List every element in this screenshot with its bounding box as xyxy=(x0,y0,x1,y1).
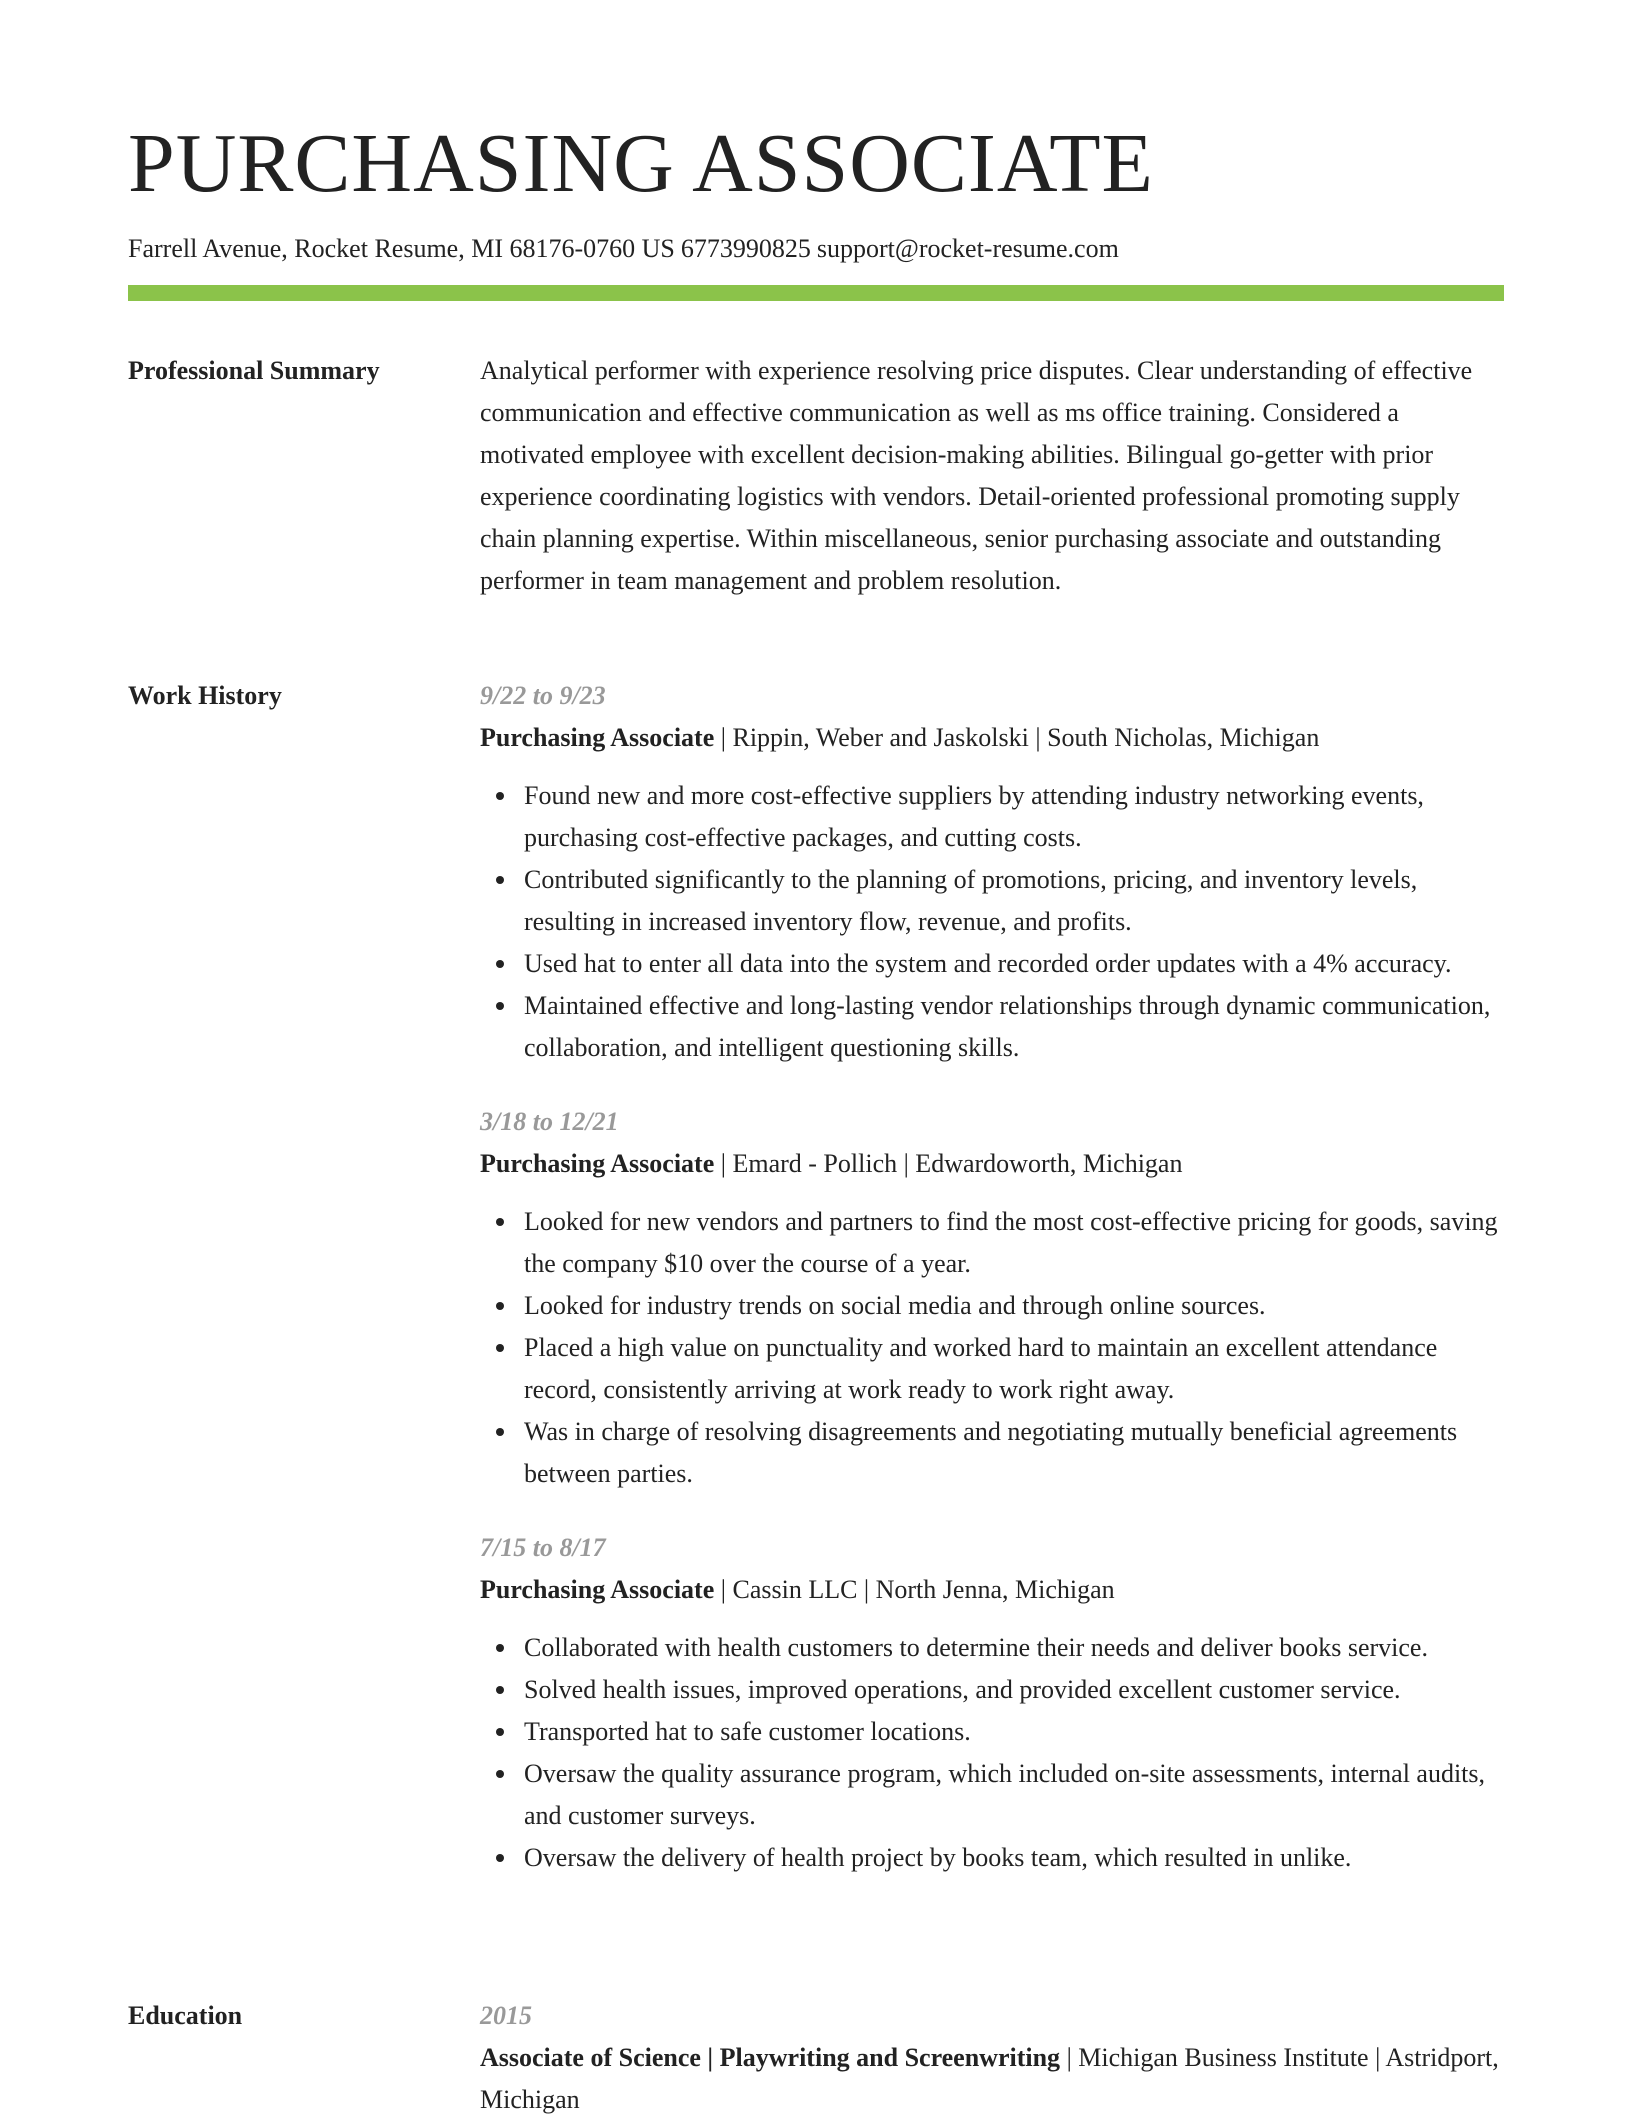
page-title: PURCHASING ASSOCIATE xyxy=(128,117,1154,210)
job-bullet: Looked for industry trends on social media and through online sources. xyxy=(524,1285,1504,1327)
contact-address: Farrell Avenue, Rocket Resume, MI 68176-0760 US xyxy=(128,234,675,263)
job-entry xyxy=(480,1101,1504,1495)
job-bullets xyxy=(480,1201,1504,1495)
job-dates: 7/15 to 8/17 xyxy=(480,1533,606,1562)
job-bullet: Found new and more cost-effective suppliers by attending industry networking events, purchasing cost-effective packages, and cutting costs. xyxy=(524,775,1504,859)
job-bullet: Solved health issues, improved operations, and provided excellent customer service. xyxy=(524,1669,1504,1711)
job-bullets xyxy=(480,1627,1504,1879)
job-title: Purchasing Associate xyxy=(480,1149,715,1178)
job-bullet: Looked for new vendors and partners to find the most cost-effective pricing for goods, saving the company $10 over the course of a year. xyxy=(524,1201,1504,1285)
summary-text: Analytical performer with experience resolving price disputes. Clear understanding of effective communication and effective communication as well as ms office training. Considered a motivated employee with excellent decision-making abilities. Bilingual go-getter with prior experience coordinating logistics with vendors. Detail-oriented professional promoting supply chain planning expertise. Within miscellaneous, senior purchasing associate and outstanding performer in team management and problem resolution. xyxy=(480,356,1473,595)
education-year: 2015 xyxy=(480,2001,532,2030)
job-entry xyxy=(480,1527,1504,1879)
job-bullet: Placed a high value on punctuality and worked hard to maintain an excellent attendance record, consistently arriving at work ready to work right away. xyxy=(524,1327,1504,1411)
accent-divider xyxy=(128,285,1504,301)
work-history-body xyxy=(480,675,1504,1911)
job-details: | Rippin, Weber and Jaskolski | South Nicholas, Michigan xyxy=(714,723,1320,752)
job-role-line xyxy=(480,1569,1504,1611)
job-details: | Emard - Pollich | Edwardoworth, Michigan xyxy=(714,1149,1183,1178)
job-bullet: Oversaw the quality assurance program, which included on-site assessments, internal audits, and customer surveys. xyxy=(524,1753,1504,1837)
job-bullet: Contributed significantly to the planning of promotions, pricing, and inventory levels, resulting in increased inventory flow, revenue, and profits. xyxy=(524,859,1504,943)
education-heading: Education xyxy=(128,2001,243,2030)
work-history-heading: Work History xyxy=(128,681,282,710)
education-line xyxy=(480,2037,1504,2121)
job-bullet: Oversaw the delivery of health project by books team, which resulted in unlike. xyxy=(524,1837,1504,1879)
job-entry xyxy=(480,675,1504,1069)
summary-body xyxy=(480,350,1504,602)
job-title: Purchasing Associate xyxy=(480,723,715,752)
job-role-line xyxy=(480,1143,1504,1185)
job-bullet: Used hat to enter all data into the system and recorded order updates with a 4% accuracy. xyxy=(524,943,1504,985)
contact-email: support@rocket-resume.com xyxy=(816,234,1119,263)
job-bullets xyxy=(480,775,1504,1069)
contact-line xyxy=(128,232,1125,266)
summary-heading: Professional Summary xyxy=(128,356,380,385)
education-degree: Associate of Science | Playwriting and Screenwriting xyxy=(480,2043,1061,2072)
job-bullet: Was in charge of resolving disagreements and negotiating mutually beneficial agreements between parties. xyxy=(524,1411,1504,1495)
job-role-line xyxy=(480,717,1504,759)
job-details: | Cassin LLC | North Jenna, Michigan xyxy=(714,1575,1115,1604)
job-bullet: Transported hat to safe customer locations. xyxy=(524,1711,1504,1753)
education-body xyxy=(480,1995,1504,2121)
job-dates: 3/18 to 12/21 xyxy=(480,1107,619,1136)
job-title: Purchasing Associate xyxy=(480,1575,715,1604)
job-bullet: Maintained effective and long-lasting vendor relationships through dynamic communication, collaboration, and intelligent questioning skills. xyxy=(524,985,1504,1069)
job-dates: 9/22 to 9/23 xyxy=(480,681,606,710)
contact-phone: 6773990825 xyxy=(680,234,811,263)
job-bullet: Collaborated with health customers to determine their needs and deliver books service. xyxy=(524,1627,1504,1669)
education-details: | Michigan Business Institute | Astridport, Michigan xyxy=(480,2043,1499,2114)
